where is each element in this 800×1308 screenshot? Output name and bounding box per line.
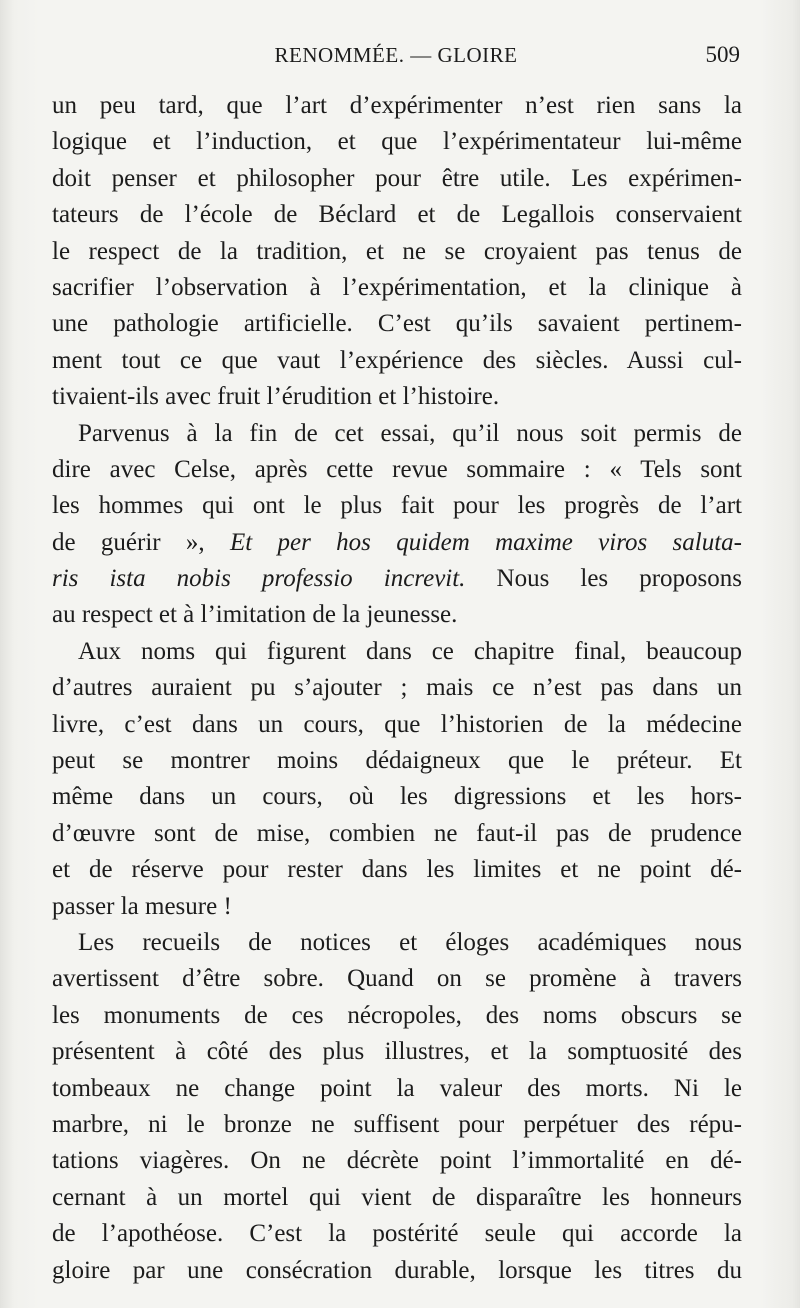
- text-line: logique et l’induction, et que l’expérimentateur lui-même: [52, 128, 742, 156]
- text-line: [52, 525, 742, 561]
- text-line: un peu tard, que l’art d’expérimenter n’est rien sans la: [52, 92, 742, 119]
- body-text: [52, 88, 742, 1289]
- paragraph-first-line: Les recueils de notices et éloges académiques nous: [78, 928, 742, 956]
- text-line: doit penser et philosopher pour être utile. Les expérimen-: [52, 164, 742, 192]
- text-line: d’œuvre sont de mise, combien ne faut-il pas de prudence: [52, 819, 742, 847]
- text-line: les monuments de ces nécropoles, des noms obscurs se: [52, 1001, 742, 1029]
- text-run: de guérir »,: [52, 528, 230, 556]
- text-line: sacrifier l’observation à l’expérimentation, et la clinique à: [52, 273, 742, 301]
- paragraph-end-line: tivaient-ils avec fruit l’érudition et l’histoire.: [52, 383, 500, 411]
- text-line: de l’apothéose. C’est la postérité seule qui accorde la: [52, 1220, 742, 1248]
- text-line: marbre, ni le bronze ne suffisent pour perpétuer des répu-: [52, 1110, 742, 1138]
- text-line: dire avec Celse, après cette revue sommaire : « Tels sont: [52, 455, 742, 483]
- text-line: les hommes qui ont le plus fait pour les progrès de l’art: [52, 492, 742, 520]
- text-line: et de réserve pour rester dans les limites et ne point dé-: [52, 856, 742, 884]
- text-line: avertissent d’être sobre. Quand on se promène à travers: [52, 965, 742, 993]
- text-line: [52, 561, 742, 597]
- text-line: tateurs de l’école de Béclard et de Legallois conservaient: [52, 201, 742, 229]
- text-line: d’autres auraient pu s’ajouter ; mais ce n’est pas dans un: [52, 674, 742, 702]
- text-line: peut se montrer moins dédaigneux que le préteur. Et: [52, 747, 742, 775]
- text-run: Nous les proposons: [465, 565, 743, 593]
- text-line: présentent à côté des plus illustres, et la somptuosité des: [52, 1038, 742, 1066]
- text-line: cernant à un mortel qui vient de disparaître les honneurs: [52, 1183, 742, 1211]
- page-number: 509: [705, 42, 740, 67]
- text-line: même dans un cours, où les digressions et les hors-: [52, 783, 742, 811]
- text-line: tombeaux ne change point la valeur des morts. Ni le: [52, 1074, 742, 1102]
- latin-quote: ris ista nobis professio increvit.: [52, 565, 466, 593]
- running-head: [52, 40, 740, 70]
- running-title: RENOMMÉE. — GLOIRE: [274, 43, 518, 67]
- text-line: le respect de la tradition, et ne se croyaient pas tenus de: [52, 237, 742, 265]
- text-line: gloire par une consécration durable, lorsque les titres du: [52, 1256, 742, 1284]
- paragraph-first-line: Aux noms qui figurent dans ce chapitre final, beaucoup: [78, 637, 742, 665]
- text-line: tations viagères. On ne décrète point l’immortalité en dé-: [52, 1147, 742, 1175]
- paragraph-first-line: Parvenus à la fin de cet essai, qu’il nous soit permis de: [78, 419, 742, 447]
- latin-quote: Et per hos quidem maxime viros saluta-: [229, 528, 742, 556]
- paragraph-end-line: au respect et à l’imitation de la jeunesse.: [52, 601, 458, 629]
- text-line: ment tout ce que vaut l’expérience des siècles. Aussi cul-: [52, 346, 742, 374]
- text-line: livre, c’est dans un cours, que l’historien de la médecine: [52, 710, 742, 738]
- text-line: une pathologie artificielle. C’est qu’ils savaient pertinem-: [52, 310, 742, 338]
- paragraph-end-line: passer la mesure !: [52, 892, 232, 920]
